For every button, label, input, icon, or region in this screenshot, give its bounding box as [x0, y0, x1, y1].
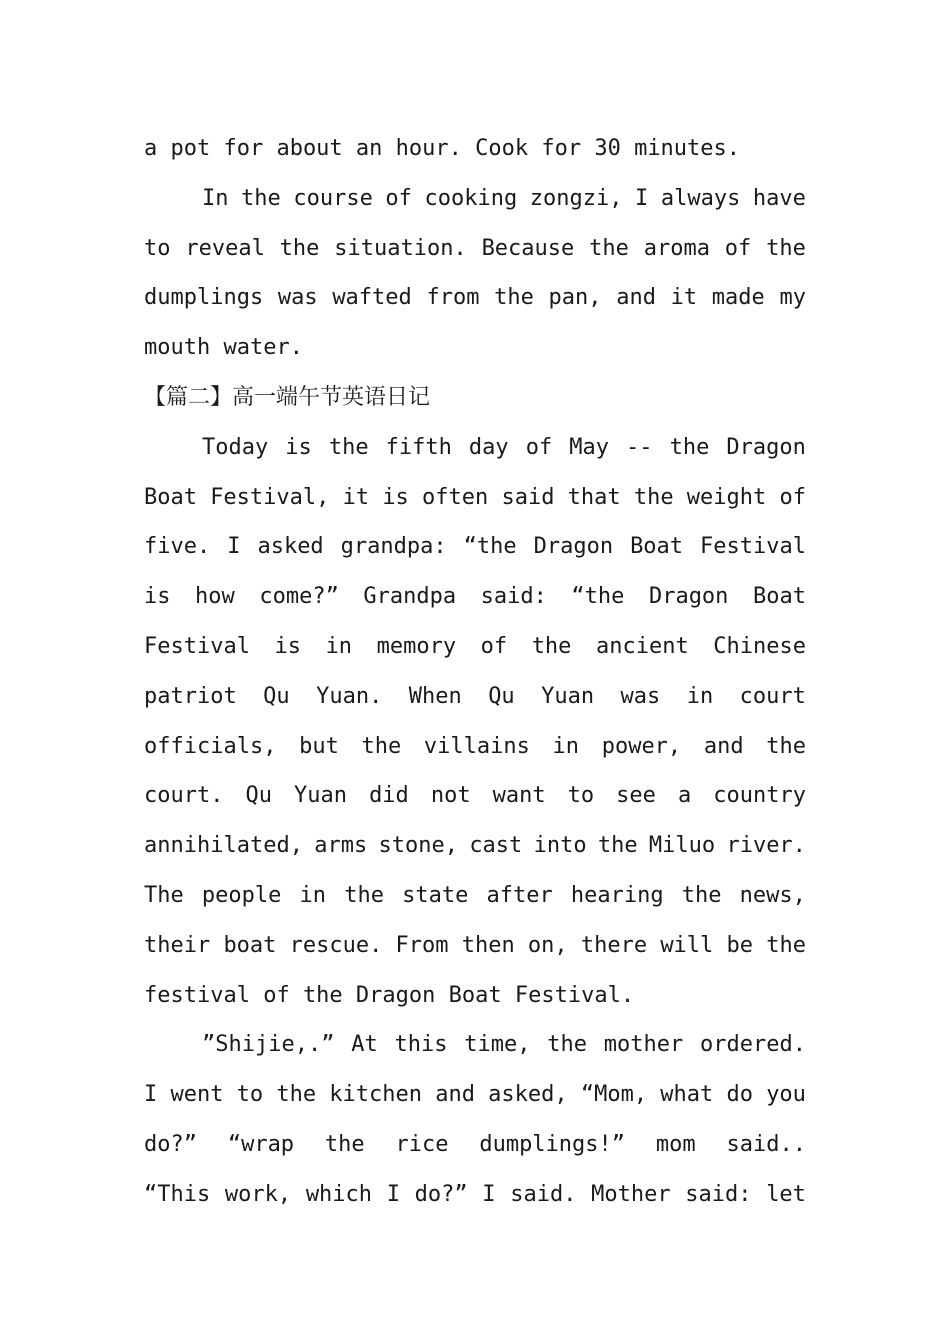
text-line	[144, 871, 806, 921]
word: from	[426, 285, 480, 311]
word: the	[279, 235, 320, 261]
text-line	[144, 821, 806, 871]
word: said	[501, 484, 555, 510]
text-line	[144, 1070, 806, 1120]
word: Qu	[245, 783, 273, 809]
word: of	[779, 484, 806, 510]
word: When	[408, 683, 462, 709]
word: always	[660, 185, 741, 211]
word: Today	[202, 434, 269, 460]
word: Mother	[591, 1181, 671, 1207]
word: ancient	[595, 633, 689, 659]
word: is	[274, 633, 302, 659]
text-line	[144, 1120, 806, 1170]
word: the	[669, 434, 710, 460]
word: on,	[527, 932, 568, 958]
word: the	[681, 882, 722, 908]
word: there	[580, 932, 648, 958]
text-line	[144, 423, 806, 473]
word: the	[344, 882, 384, 908]
section-heading: 【篇二】高一端午节英语日记	[144, 384, 431, 410]
text-line: a pot for about an hour. Cook for 30 minutes.	[144, 136, 741, 161]
word: asked	[257, 534, 324, 560]
word: went	[170, 1082, 224, 1108]
word: rice	[395, 1131, 449, 1157]
text-line	[144, 622, 806, 672]
word: --	[626, 434, 653, 460]
word: you	[766, 1082, 806, 1108]
word: Yuan.	[316, 683, 383, 709]
word: asked,	[488, 1082, 568, 1108]
section-one	[144, 124, 806, 373]
word: Dragon	[648, 584, 729, 610]
word: then	[461, 932, 515, 958]
word: Qu	[488, 683, 515, 709]
word: memory	[376, 633, 457, 659]
word: stone,	[378, 833, 459, 859]
word: I	[227, 534, 241, 560]
word: ”Shijie,.”	[202, 1032, 335, 1058]
word: made	[711, 285, 765, 311]
word: Grandpa	[363, 584, 457, 610]
word: kitchen	[329, 1082, 423, 1108]
word: their	[144, 932, 211, 958]
section-two	[144, 423, 806, 1220]
word: Boat	[752, 584, 806, 610]
text-line	[144, 722, 806, 772]
word: how	[195, 584, 235, 610]
word: said:	[685, 1181, 752, 1207]
word: zongzi,	[529, 185, 623, 211]
word: state	[402, 882, 469, 908]
word: aroma	[643, 235, 710, 261]
word: mother	[603, 1032, 684, 1058]
word: and	[435, 1082, 475, 1108]
word: cast	[469, 833, 523, 859]
word: situation.	[334, 235, 467, 261]
text-line	[144, 771, 806, 821]
word: Yuan	[294, 783, 348, 809]
word: said:	[480, 584, 547, 610]
word: but	[299, 733, 339, 759]
word: to	[567, 783, 595, 809]
word: the	[633, 484, 674, 510]
word: of	[385, 185, 412, 211]
paragraph	[144, 124, 806, 174]
word: the	[241, 185, 281, 211]
word: is	[144, 584, 171, 610]
word: the	[766, 932, 806, 958]
word: my	[779, 285, 806, 311]
word: is	[285, 434, 312, 460]
word: May	[569, 434, 609, 460]
word: this	[394, 1032, 448, 1058]
word: the	[589, 235, 629, 261]
word: the	[766, 235, 806, 261]
word: course	[293, 185, 373, 211]
word: of	[480, 633, 508, 659]
word: Dragon	[726, 434, 806, 460]
word: patriot	[144, 683, 237, 709]
word: dumplings!”	[479, 1131, 626, 1157]
word: the	[361, 733, 402, 759]
word: Qu	[263, 683, 290, 709]
word: In	[202, 185, 229, 211]
word: Dragon	[533, 534, 614, 560]
word: pan,	[548, 285, 602, 311]
word: mom	[655, 1131, 696, 1157]
word: river.	[726, 833, 806, 859]
text-line	[144, 224, 806, 274]
word: a	[677, 783, 692, 809]
word: work,	[224, 1181, 292, 1207]
word: in	[325, 633, 353, 659]
word: and	[616, 285, 656, 311]
word: hearing	[570, 882, 664, 908]
word: grandpa:	[340, 534, 447, 560]
word: was	[277, 285, 318, 311]
word: to	[144, 235, 171, 261]
word: villains	[423, 733, 530, 759]
word: dumplings	[144, 285, 264, 311]
word: in	[299, 882, 327, 908]
word: the	[276, 1082, 317, 1108]
word: The	[144, 882, 184, 908]
word: “wrap	[227, 1131, 295, 1157]
word: At	[351, 1032, 378, 1058]
word: Chinese	[713, 633, 806, 659]
paragraph	[144, 1020, 806, 1219]
word: in	[686, 683, 714, 709]
word: want	[492, 783, 546, 809]
text-line	[144, 1020, 806, 1070]
word: the	[328, 434, 369, 460]
word: said..	[726, 1131, 806, 1157]
word: often	[422, 484, 489, 510]
word: let	[766, 1181, 806, 1207]
word: what	[660, 1082, 714, 1108]
word: the	[547, 1032, 587, 1058]
word: reveal	[185, 235, 265, 261]
word: boat	[223, 932, 277, 958]
word: “the	[571, 584, 625, 610]
word: that	[567, 484, 621, 510]
word: see	[616, 783, 656, 809]
word: wafted	[332, 285, 412, 311]
text-line	[144, 921, 806, 971]
word: arms	[314, 833, 368, 859]
word: people	[201, 882, 282, 908]
word: court.	[144, 783, 224, 809]
word: in	[552, 733, 580, 759]
word: Miluo	[648, 833, 716, 859]
word: the	[494, 285, 534, 311]
document-page	[144, 124, 806, 1220]
text-line: festival of the Dragon Boat Festival.	[144, 982, 635, 1008]
paragraph	[144, 423, 806, 1021]
word: be	[726, 932, 753, 958]
word: I	[144, 1082, 158, 1108]
word: I	[482, 1181, 496, 1207]
word: the	[324, 1131, 365, 1157]
word: Boat	[144, 484, 197, 510]
word: it	[342, 484, 370, 510]
word: I	[635, 185, 649, 211]
word: annihilated,	[144, 833, 303, 859]
word: Yuan	[541, 683, 595, 709]
word: Festival,	[210, 484, 330, 510]
word: into	[533, 833, 587, 859]
word: “the	[463, 534, 517, 560]
word: have	[752, 185, 806, 211]
word: “This	[144, 1181, 211, 1207]
word: said.	[510, 1181, 577, 1207]
word: will	[660, 932, 714, 958]
word: to	[236, 1082, 264, 1108]
word: time,	[464, 1032, 531, 1058]
word: rescue.	[289, 932, 383, 958]
word: do?”	[414, 1181, 468, 1207]
word: it	[670, 285, 698, 311]
word: come?”	[259, 584, 339, 610]
word: not	[430, 783, 471, 809]
text-line	[144, 473, 806, 523]
text-line	[144, 522, 806, 572]
text-line	[144, 1170, 806, 1220]
word: news,	[739, 882, 806, 908]
word: did	[369, 783, 409, 809]
word: power,	[601, 733, 682, 759]
word: do?”	[144, 1131, 197, 1157]
word: ordered.	[700, 1032, 806, 1058]
text-line	[144, 273, 806, 323]
text-line	[144, 672, 806, 722]
word: I	[386, 1181, 400, 1207]
word: of	[525, 434, 553, 460]
word: “Mom,	[580, 1082, 648, 1108]
word: cooking	[424, 185, 518, 211]
word: Because	[481, 235, 575, 261]
word: court	[739, 683, 806, 709]
word: the	[766, 733, 806, 759]
text-line	[144, 572, 806, 622]
paragraph	[144, 174, 806, 373]
word: do	[726, 1082, 753, 1108]
word: after	[486, 882, 553, 908]
word: country	[713, 783, 806, 809]
word: the	[531, 633, 572, 659]
word: Festival	[700, 534, 806, 560]
word: weight	[686, 484, 767, 510]
text-line: mouth water.	[144, 335, 303, 361]
word: Festival	[144, 633, 250, 659]
word: of	[724, 235, 752, 261]
word: day	[468, 434, 509, 460]
word: the	[597, 833, 638, 859]
word: officials,	[144, 733, 277, 759]
text-line	[144, 174, 806, 224]
word: five.	[144, 534, 211, 560]
word: which	[305, 1181, 373, 1207]
word: Boat	[630, 534, 684, 560]
word: From	[395, 932, 449, 958]
word: fifth	[385, 434, 452, 460]
word: is	[382, 484, 409, 510]
word: was	[620, 683, 661, 709]
word: and	[703, 733, 744, 759]
